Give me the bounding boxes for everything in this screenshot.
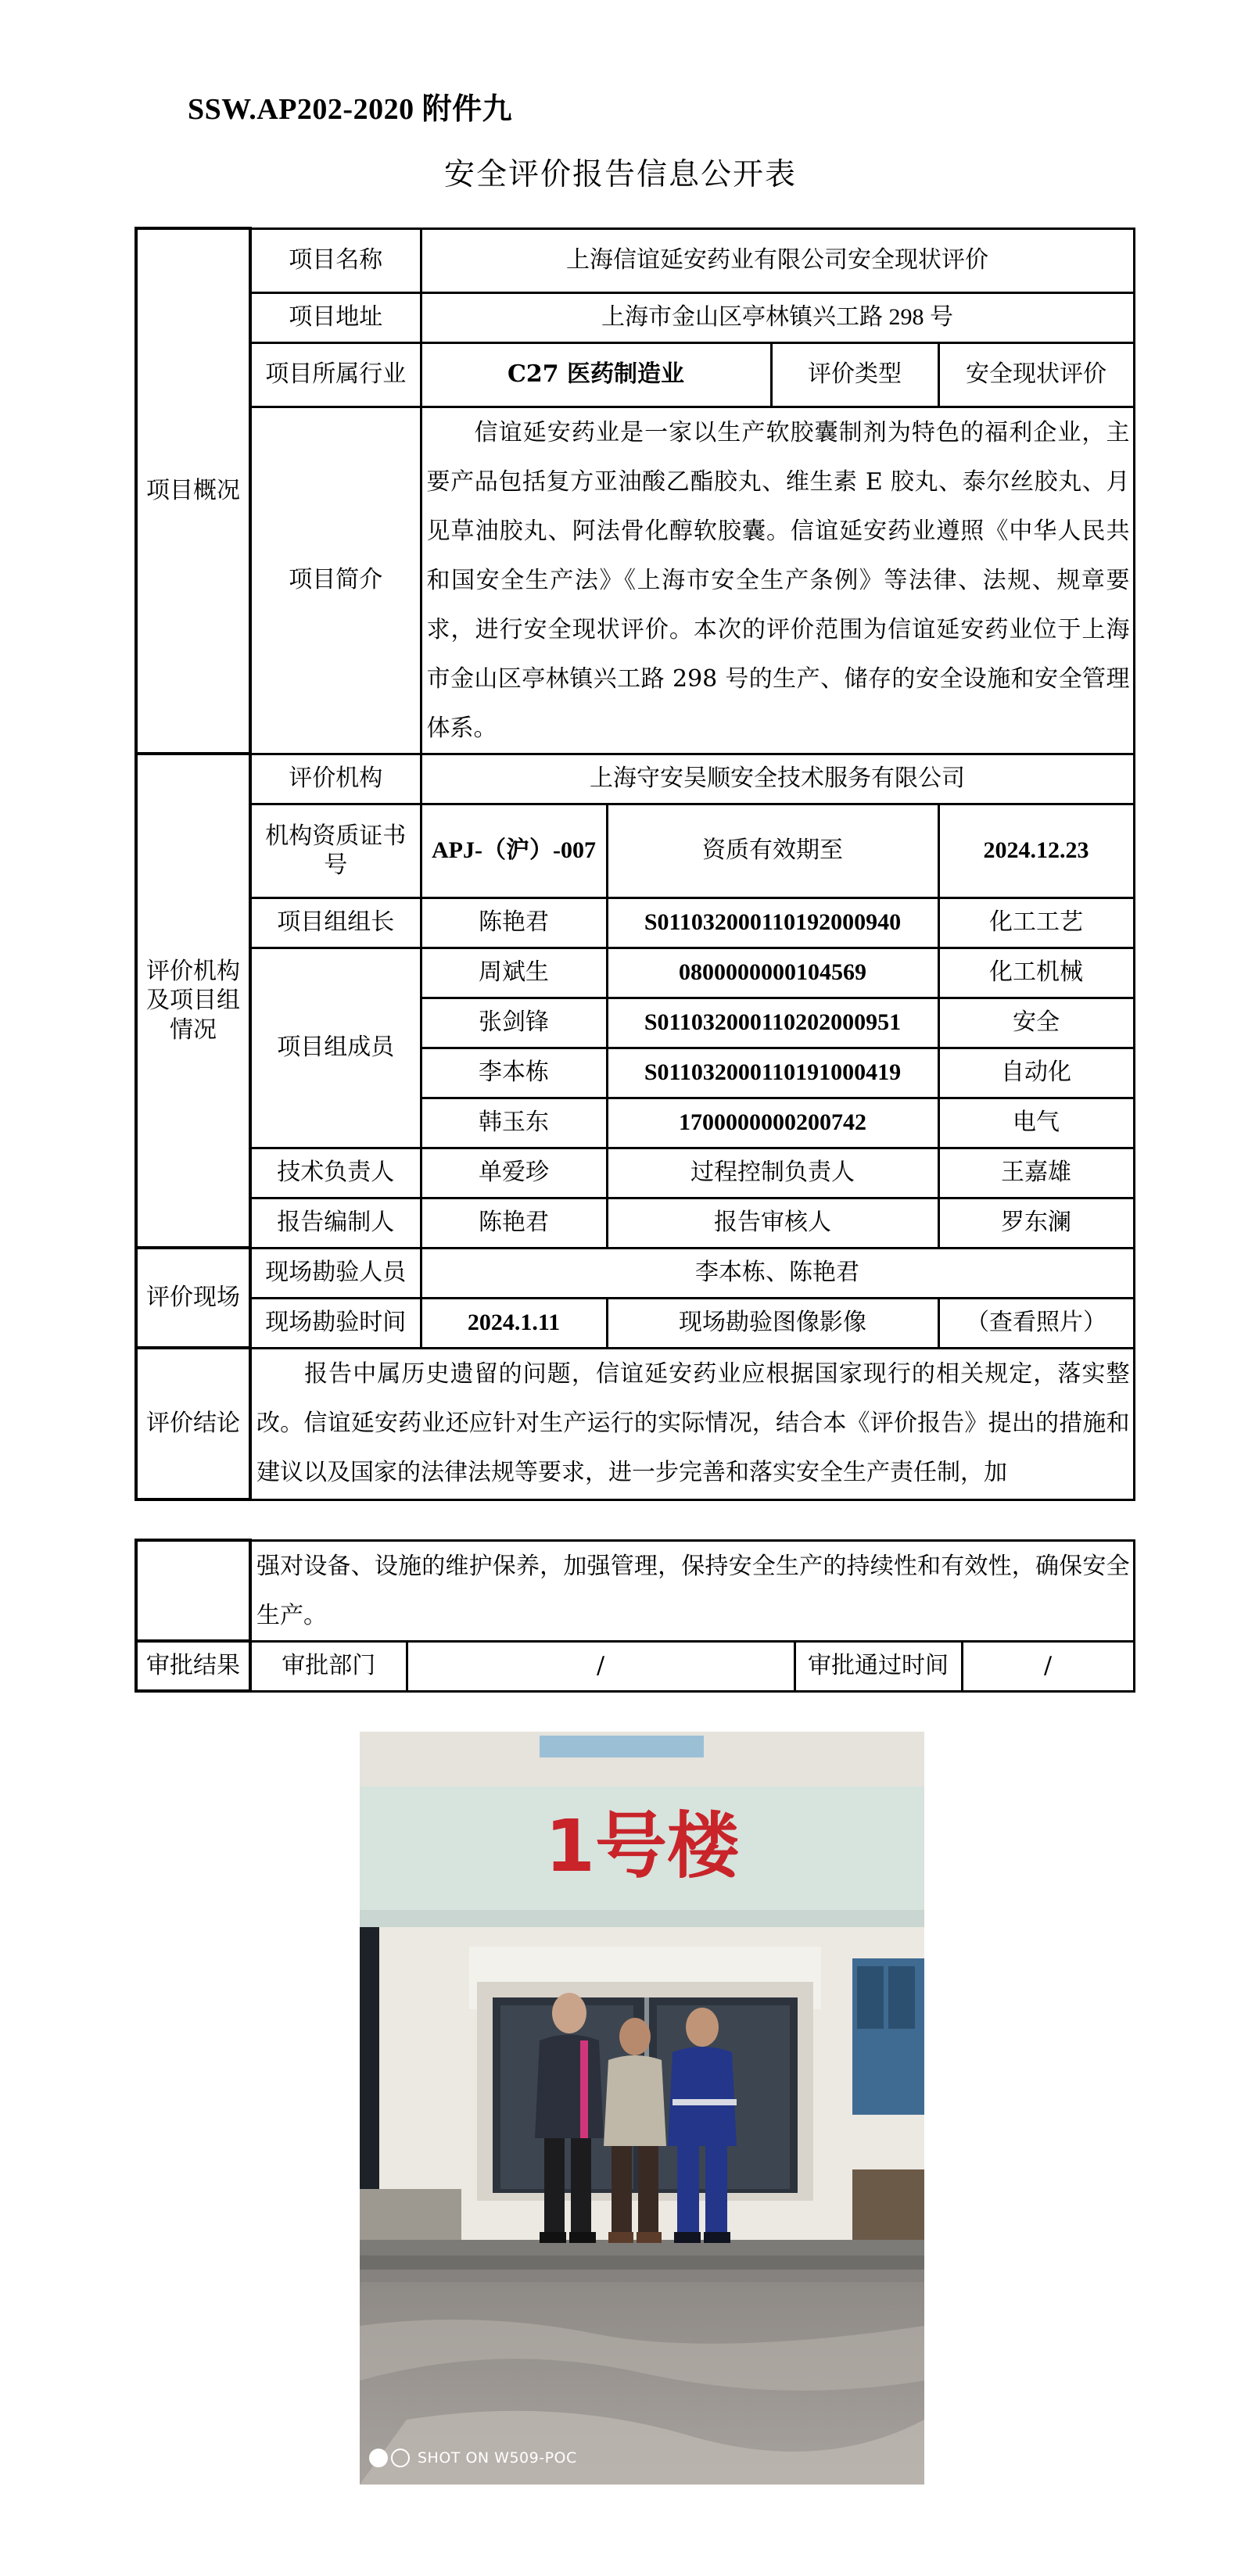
conclusion-section-label: 评价结论 [136,1348,250,1499]
member-name: 张剑锋 [421,998,607,1048]
project-address-label: 项目地址 [250,292,421,342]
agency-section-label: 评价机构及项目组情况 [136,754,250,1248]
leader-name: 陈艳君 [421,897,607,948]
industry-label: 项目所属行业 [250,342,421,407]
conclusion-text-part2: 强对设备、设施的维护保养，加强管理，保持安全生产的持续性和有效性，确保安全生产。 [250,1540,1134,1641]
eval-type-value: 安全现状评价 [938,342,1134,407]
report-reviewer-label: 报告审核人 [607,1198,938,1248]
member-field: 化工机械 [938,948,1134,998]
member-name: 韩玉东 [421,1098,607,1148]
site-staff-label: 现场勘验人员 [250,1248,421,1298]
intro-text: 信谊延安药业是一家以生产软胶囊制剂为特色的福利企业，主要产品包括复方亚油酸乙酯胶丸、维生素 E 胶丸、泰尔丝胶丸、月见草油胶丸、阿法骨化醇软胶囊。信谊延安药业遵照《中华人民共和国安全生产法》《上海市安全生产条例》等法律、法规、规章要求，进行安全现状评价。本次的评价范围为信谊延安药业位于上海市金山区亭林镇兴工路 298 号的生产、储存的安全设施和安全管理体系。 [421,407,1134,754]
cert-value: APJ-（沪）-007 [421,804,607,897]
document-title: 安全评价报告信息公开表 [443,157,797,192]
member-field: 安全 [938,998,1134,1048]
leader-field: 化工工艺 [938,897,1134,948]
project-name-value: 上海信谊延安药业有限公司安全现状评价 [421,228,1134,292]
member-cert: 1700000000200742 [607,1098,938,1148]
member-name: 周斌生 [421,948,607,998]
process-lead-value: 王嘉雄 [938,1148,1134,1198]
watermark-dot-filled-icon [369,2449,388,2467]
site-photo [360,1732,924,2485]
member-cert: S011032000110202000951 [607,998,938,1048]
document-code: SSW.AP202-2020 附件九 [188,93,513,126]
building-sign: 1号楼 [544,1804,740,1888]
tech-lead-value: 单爱珍 [421,1148,607,1198]
approval-time-label: 审批通过时间 [794,1641,962,1691]
agency-org-label: 评价机构 [250,754,421,804]
site-time-value: 2024.1.11 [421,1298,607,1348]
overview-section-label: 项目概况 [136,228,250,754]
tech-lead-label: 技术负责人 [250,1148,421,1198]
member-field: 自动化 [938,1048,1134,1098]
member-cert: S011032000110191000419 [607,1048,938,1098]
valid-value: 2024.12.23 [938,804,1134,897]
info-table-continued [135,1539,1135,1693]
site-time-label: 现场勘验时间 [250,1298,421,1348]
members-label: 项目组成员 [250,948,421,1148]
conclusion-text-part1: 报告中属历史遗留的问题，信谊延安药业应根据国家现行的相关规定，落实整改。信谊延安药业还应针对生产运行的实际情况，结合本《评价报告》提出的措施和建议以及国家的法律法规等要求，进一步完善和落实安全生产责任制，加 [250,1348,1134,1499]
agency-org-value: 上海守安吴顺安全技术服务有限公司 [421,754,1134,804]
project-address-value: 上海市金山区亭林镇兴工路 298 号 [421,292,1134,342]
intro-label: 项目简介 [250,407,421,754]
eval-type-label: 评价类型 [771,342,938,407]
approval-section-label: 审批结果 [136,1641,250,1691]
report-reviewer-value: 罗东澜 [938,1198,1134,1248]
info-table [135,227,1135,1501]
industry-value: C27 医药制造业 [421,342,771,407]
cert-label: 机构资质证书号 [250,804,421,897]
approval-dept-value: / [407,1641,794,1691]
leader-label: 项目组组长 [250,897,421,948]
process-lead-label: 过程控制负责人 [607,1148,938,1198]
site-image-link[interactable]: （查看照片） [938,1298,1134,1348]
valid-label: 资质有效期至 [607,804,938,897]
leader-cert: S011032000110192000940 [607,897,938,948]
report-author-value: 陈艳君 [421,1198,607,1248]
site-staff-value: 李本栋、陈艳君 [421,1248,1134,1298]
camera-watermark: SHOT ON W509-POC [369,2449,577,2467]
conclusion-continued-label-cell [136,1540,250,1641]
approval-dept-label: 审批部门 [250,1641,407,1691]
member-field: 电气 [938,1098,1134,1148]
project-name-label: 项目名称 [250,228,421,292]
member-name: 李本栋 [421,1048,607,1098]
site-image-label: 现场勘验图像影像 [607,1298,938,1348]
watermark-dot-ring-icon [391,2449,410,2467]
site-section-label: 评价现场 [136,1248,250,1348]
report-author-label: 报告编制人 [250,1198,421,1248]
approval-time-value: / [962,1641,1134,1691]
member-cert: 0800000000104569 [607,948,938,998]
